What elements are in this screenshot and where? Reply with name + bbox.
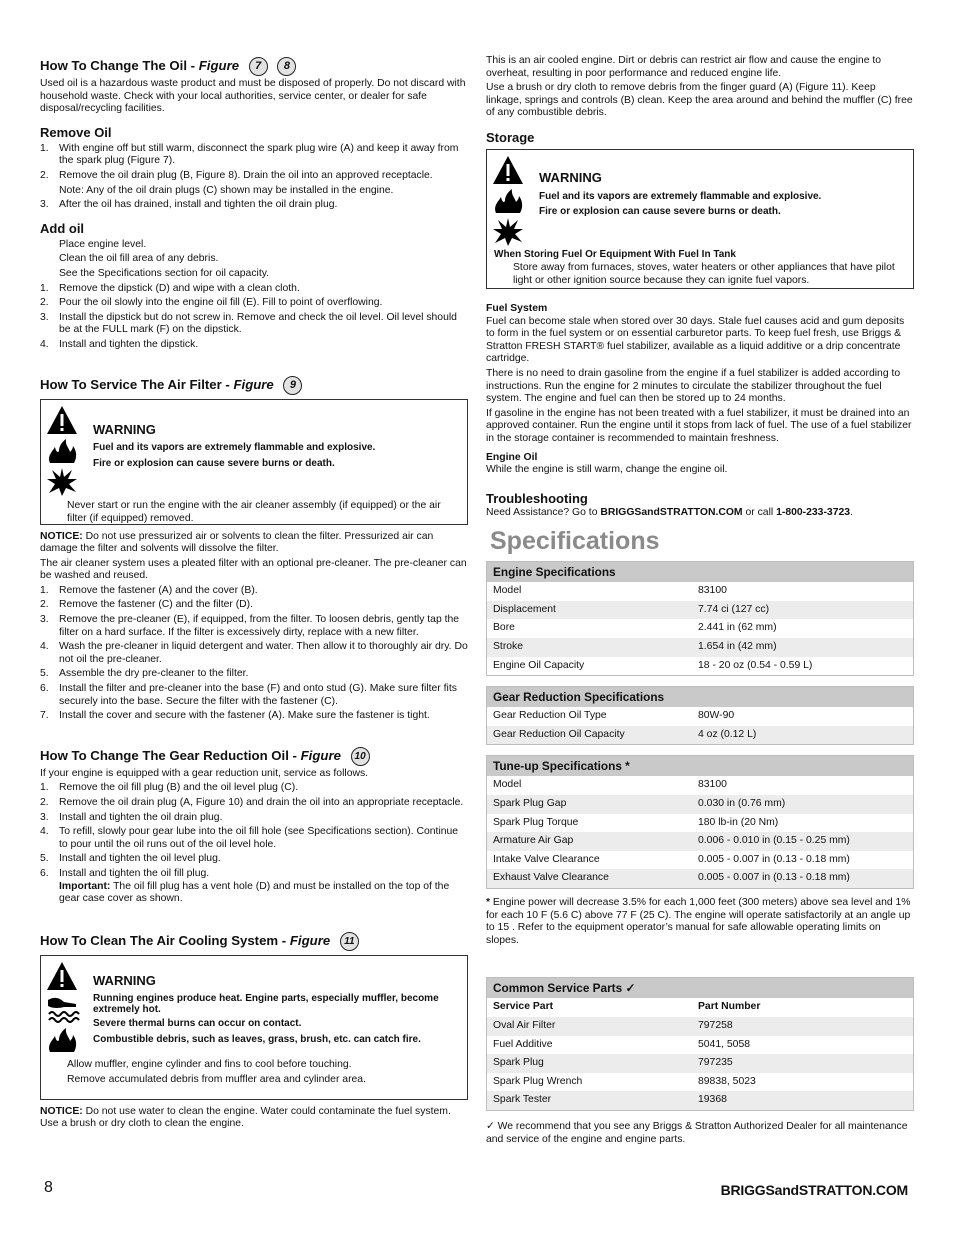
brand-footer[interactable]: BRIGGSandSTRATTON.COM xyxy=(720,1182,908,1198)
add-oil-pre: See the Specifications section for oil capacity. xyxy=(59,267,270,279)
table-row: Gear Reduction Oil Capacity 4 oz (0.12 L) xyxy=(487,726,914,745)
add-oil-pre: Clean the oil fill area of any debris. xyxy=(59,253,219,265)
warning-foot: Never start or run the engine with the air cleaner assembly (if equipped) or the air filter (if equipped) removed. xyxy=(67,500,441,524)
figure-badge: 8 xyxy=(277,57,296,76)
add-oil-pre: Place engine level. xyxy=(59,238,147,250)
check-icon: ✓ xyxy=(486,1120,495,1132)
warning-title: WARNING xyxy=(539,169,602,185)
list-item: 5. Assemble the dry pre-cleaner to the filter. xyxy=(40,668,249,680)
storage-warning-box xyxy=(486,149,914,289)
fuel-paragraph: If gasoline in the engine has not been treated with a fuel stabilizer, it must be drained into an approved container. Run the engine until it stops from lack of fuel. The use of a fuel stabilizer in the storage container is recommended to maintain freshness. xyxy=(486,407,912,444)
table-row: Spark Plug 797235 xyxy=(487,1054,914,1073)
table-header: Engine Specifications xyxy=(487,562,914,583)
warning-triangle-icon xyxy=(46,961,78,991)
warning-foot: Allow muffler, engine cylinder and fins to cool before touching. xyxy=(67,1058,352,1070)
fire-icon xyxy=(46,438,78,464)
figure-badge: 10 xyxy=(351,747,370,766)
warning-icons xyxy=(492,155,528,250)
table-row: Spark Plug Wrench 89838, 5023 xyxy=(493,1075,756,1087)
storage-sub-text: Store away from furnaces, stoves, water heaters or other appliances that have pilot light or other ignition source because they can ignite fuel vapors. xyxy=(513,262,895,286)
engine-oil-text: While the engine is still warm, change the engine oil. xyxy=(486,464,728,476)
cooling-heading: How To Clean The Air Cooling System - Figure 11 xyxy=(40,932,468,951)
warning-icons xyxy=(46,961,82,1056)
engine-oil-heading: Engine Oil xyxy=(486,451,538,463)
list-item: 3. Remove the pre-cleaner (E), if equipped, from the filter. To loosen debris, gently tap the filter on a hard surface. If the filter is excessively dirty, replace with a new filter. xyxy=(40,614,460,638)
fuel-paragraph: Fuel can become stale when stored over 30 days. Stale fuel causes acid and gum deposits to form in the fuel system or on essential carburetor parts. To keep fuel fresh, use Briggs & Stratton FRESH START® fuel stabilizer, available as a liquid additive or a drip concentrate cartridge. xyxy=(486,315,905,365)
gear-steps xyxy=(40,782,468,905)
table-row: Stroke 1.654 in (42 mm) xyxy=(487,638,914,657)
specifications-title: Specifications xyxy=(490,527,660,556)
service-parts-table xyxy=(486,977,914,1111)
storage-sub-label: When Storing Fuel Or Equipment With Fuel In Tank xyxy=(494,248,736,260)
oil-intro: Used oil is a hazardous waste product and must be disposed of properly. Do not discard with household waste. Check with your local authorities, service center, or dealer for safe disposal/recycling facilities. xyxy=(40,78,466,115)
table-row: Exhaust Valve Clearance 0.005 - 0.007 in (0.13 - 0.18 mm) xyxy=(487,869,914,888)
remove-oil-steps xyxy=(40,143,468,212)
phone-number: 1-800-233-3723 xyxy=(776,506,851,518)
warning-foot: Remove accumulated debris from muffler area and cylinder area. xyxy=(67,1074,366,1086)
fire-icon xyxy=(46,1027,78,1053)
tuneup-specs-table xyxy=(486,755,914,889)
air-filter-intro: The air cleaner system uses a pleated filter with an optional pre-cleaner. The pre-cleaner can be washed and reused. xyxy=(40,557,467,582)
gear-intro: If your engine is equipped with a gear reduction unit, service as follows. xyxy=(40,767,369,779)
air-filter-notice: NOTICE: Do not use pressurized air or solvents to clean the filter. Pressurized air can damage the filter and solvents will dissolve the filter. xyxy=(40,530,434,555)
list-item: 1. With engine off but still warm, disconnect the spark plug wire (A) and keep it away from the spark plug (Figure 7). xyxy=(40,142,459,167)
figure-badge: 11 xyxy=(340,932,359,951)
air-filter-warning-box xyxy=(40,399,468,525)
figure-label: Figure xyxy=(198,57,240,73)
table-row: Spark Plug Torque 180 lb-in (20 Nm) xyxy=(493,816,779,828)
list-item: 6. Install and tighten the oil fill plug. Important: The oil fill plug has a vent hole (D) and must be installed on the top of the gear case cover as shown. xyxy=(40,867,450,905)
table-row: Model 83100 xyxy=(493,585,727,597)
table-header: Gear Reduction Specifications xyxy=(487,687,914,708)
troubleshooting-text: Need Assistance? Go to BRIGGSandSTRATTON.COM or call 1-800-233-3723. xyxy=(486,506,853,518)
warning-triangle-icon xyxy=(492,155,524,185)
list-item: 4. Wash the pre-cleaner in liquid detergent and water. Then allow it to thoroughly air dry. Do not oil the pre-cleaner. xyxy=(40,641,468,665)
troubleshooting-heading: Troubleshooting xyxy=(486,490,588,506)
list-item: 1. Remove the oil fill plug (B) and the oil level plug (C). xyxy=(40,782,299,794)
check-icon: ✓ xyxy=(625,981,636,996)
warning-line: Combustible debris, such as leaves, grass, brush, etc. can catch fire. xyxy=(93,1033,421,1045)
warning-title: WARNING xyxy=(93,972,156,988)
air-filter-steps xyxy=(40,585,468,723)
list-item: 3. Install the dipstick but do not screw in. Remove and check the oil level. Oil level should be at the FULL mark (F) on the dipstick. xyxy=(40,311,457,336)
oil-heading: How To Change The Oil - Figure 7 8 xyxy=(40,57,468,76)
list-item: 2. Remove the fastener (C) and the filter (D). xyxy=(40,599,254,611)
table-row: Armature Air Gap 0.006 - 0.010 in (0.15 - 0.25 mm) xyxy=(487,832,914,851)
fuel-paragraph: There is no need to drain gasoline from the engine if a fuel stabilizer is added according to instructions. Run the engine for 2 minutes to circulate the stabilizer throughout the fuel system. The engine and fuel can then be stored up to 24 months. xyxy=(486,367,901,405)
figure-badge: 7 xyxy=(249,57,268,76)
table-row: Spark Plug Gap 0.030 in (0.76 mm) xyxy=(487,795,914,814)
table-row: Model 83100 xyxy=(493,779,727,791)
warning-icons xyxy=(46,405,82,500)
table-row: Gear Reduction Oil Type 80W-90 xyxy=(493,710,735,722)
list-item: 5. Install and tighten the oil level plug. xyxy=(40,853,221,865)
list-item: 2. Remove the oil drain plug (B, Figure 8). Drain the oil into an approved receptacle. xyxy=(40,169,433,181)
cooling-warning-box xyxy=(40,955,468,1100)
warning-title: WARNING xyxy=(93,421,156,437)
warning-line: Fuel and its vapors are extremely flammable and explosive. xyxy=(93,442,376,454)
right-column xyxy=(486,55,914,1148)
table-row: Fuel Additive 5041, 5058 xyxy=(493,1038,751,1050)
specs-footnote: * Engine power will decrease 3.5% for each 1,000 feet (300 meters) above sea level and 1% for each 10 F (5.6 C) above 77 F (25 C). The engine will operate satisfactorily at an angle up to 15 . Refer to the equipment operator’s manual for safe allowable operating limits on slopes. xyxy=(486,897,911,946)
list-item: 6. Install the filter and pre-cleaner into the base (F) and onto stud (G). Make sure filter fits securely into the base. Secure the filter with the fastener (C). xyxy=(40,683,457,707)
warning-triangle-icon xyxy=(46,405,78,435)
table-header: Common Service Parts ✓ xyxy=(487,978,914,999)
website-link[interactable]: BRIGGSandSTRATTON.COM xyxy=(600,506,743,518)
gear-specs-table xyxy=(486,686,914,745)
explosion-icon xyxy=(46,467,78,497)
warning-line: Running engines produce heat. Engine parts, especially muffler, become extremely hot. xyxy=(93,993,439,1016)
table-row: Displacement 7.74 ci (127 cc) xyxy=(487,601,914,620)
storage-heading: Storage xyxy=(486,129,535,145)
table-row: Oval Air Filter 797258 xyxy=(487,1017,914,1036)
table-row: Bore 2.441 in (62 mm) xyxy=(493,622,777,634)
table-row: Service Part Part Number xyxy=(493,1001,761,1013)
fire-icon xyxy=(492,188,524,214)
cooling-paragraph: Use a brush or dry cloth to remove debris from the finger guard (A) (Figure 11). Keep linkage, springs and controls (B) clean. Keep the area around and behind the muffler (C) free of any combustible debris. xyxy=(486,82,913,119)
table-row: Intake Valve Clearance 0.005 - 0.007 in (0.13 - 0.18 mm) xyxy=(493,853,850,865)
explosion-icon xyxy=(492,217,524,247)
list-item: 7. Install the cover and secure with the fastener (A). Make sure the fastener is tight. xyxy=(40,710,430,722)
list-item: 1. Remove the fastener (A) and the cover (B). xyxy=(40,584,258,596)
list-item: 4. Install and tighten the dipstick. xyxy=(40,338,199,350)
list-item: 2. Remove the oil drain plug (A, Figure 10) and drain the oil into an appropriate receptacle. xyxy=(40,797,464,808)
table-row: Engine Oil Capacity 18 - 20 oz (0.54 - 0.59 L) xyxy=(493,659,813,671)
dealer-recommendation: ✓ We recommend that you see any Briggs & Stratton Authorized Dealer for all maintenance and service of the engine and engine parts. xyxy=(486,1120,908,1145)
add-oil-heading: Add oil xyxy=(40,220,85,236)
list-item: 3. After the oil has drained, install and tighten the oil drain plug. xyxy=(40,199,338,211)
note: Note: Any of the oil drain plugs (C) shown may be installed in the engine. xyxy=(59,184,394,196)
list-item: 4. To refill, slowly pour gear lube into the oil fill hole (see Specifications section). Continue to pour until the oil runs out of the oil level hole. xyxy=(40,826,459,850)
remove-oil-heading: Remove Oil xyxy=(40,124,112,140)
fuel-system-heading: Fuel System xyxy=(486,302,548,314)
figure-badge: 9 xyxy=(283,376,302,395)
air-filter-heading: How To Service The Air Filter - Figure 9 xyxy=(40,376,468,395)
table-row: Spark Tester 19368 xyxy=(487,1091,914,1110)
gear-heading: How To Change The Gear Reduction Oil - Figure 10 xyxy=(40,747,468,766)
hot-surface-icon xyxy=(46,994,80,1024)
left-column xyxy=(40,52,468,1133)
cooling-paragraph: This is an air cooled engine. Dirt or debris can restrict air flow and cause the engine to overheat, resulting in poor performance and reduced engine life. xyxy=(486,55,882,79)
list-item: 3. Install and tighten the oil drain plug. xyxy=(40,811,223,823)
page-number: 8 xyxy=(44,1179,53,1196)
warning-line: Fuel and its vapors are extremely flammable and explosive. xyxy=(539,190,822,202)
cooling-notice: NOTICE: Do not use water to clean the engine. Water could contaminate the fuel system. Use a brush or dry cloth to clean the engine. xyxy=(40,1105,451,1130)
list-item: 2. Pour the oil slowly into the engine oil fill (E). Fill to point of overflowing. xyxy=(40,297,383,309)
table-header: Tune-up Specifications * xyxy=(487,756,914,777)
list-item: 1. Remove the dipstick (D) and wipe with a clean cloth. xyxy=(40,282,300,294)
warning-line: Fire or explosion can cause severe burns or death. xyxy=(539,206,781,218)
add-oil-steps xyxy=(40,283,468,352)
engine-specs-table xyxy=(486,561,914,676)
warning-line: Fire or explosion can cause severe burns or death. xyxy=(93,457,335,469)
warning-line: Severe thermal burns can occur on contact. xyxy=(93,1018,302,1030)
